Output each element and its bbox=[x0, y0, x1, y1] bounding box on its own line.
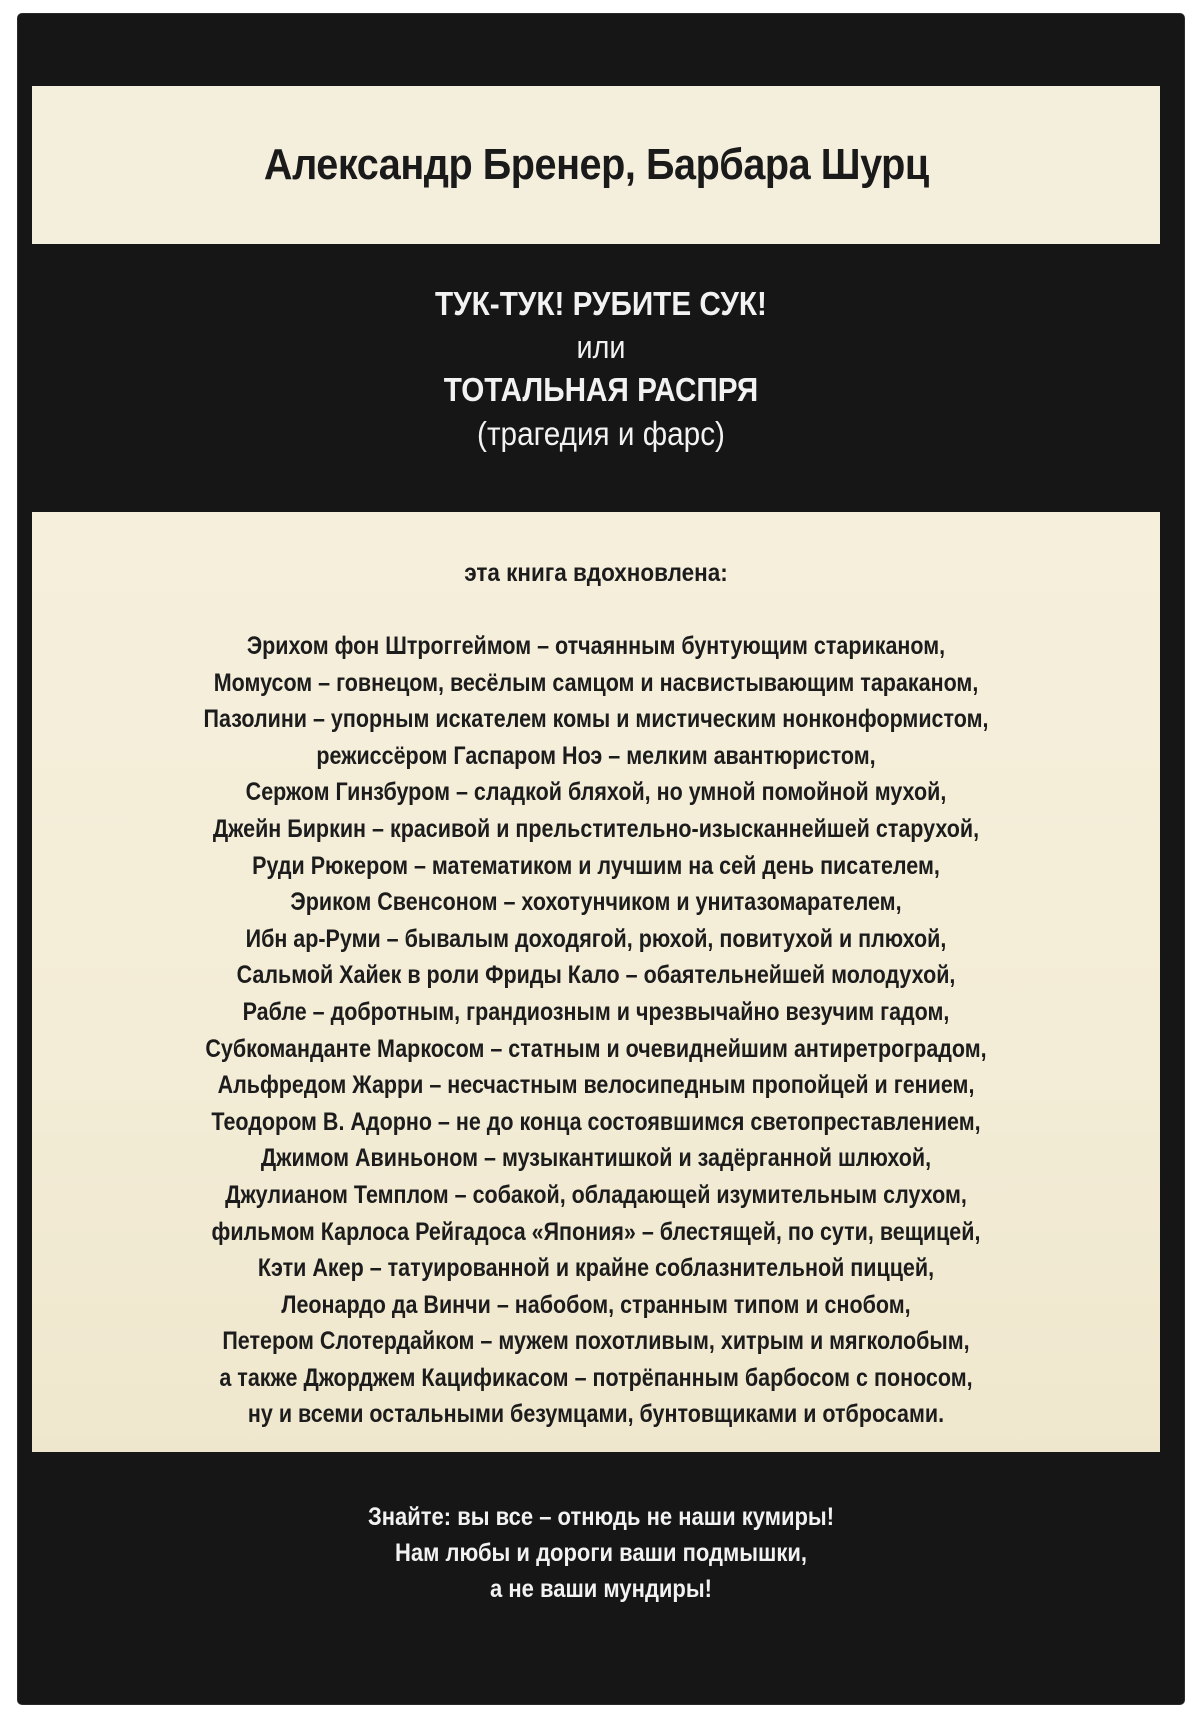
dedication-heading: эта книга вдохновлена: bbox=[464, 559, 728, 587]
dedication bbox=[32, 558, 1160, 1433]
dedication-list bbox=[32, 628, 1160, 1433]
dedication-line: Джейн Биркин – красивой и прельстительно-изысканнейшей старухой, bbox=[212, 814, 980, 843]
dedication-line: Момусом – говнецом, весёлым самцом и насвистывающим тараканом, bbox=[213, 668, 979, 697]
dedication-line: Джулианом Темплом – собакой, обладающей изумительным слухом, bbox=[225, 1180, 967, 1209]
dedication-line: Альфредом Жарри – несчастным велосипедным пропойцей и гением, bbox=[217, 1071, 975, 1100]
dedication-line: Ибн ар-Руми – бывалым доходягой, рюхой, повитухой и плюхой, bbox=[245, 924, 947, 953]
closing-line-2: Нам любы и дороги ваши подмышки, bbox=[394, 1539, 808, 1567]
book-back-cover bbox=[18, 14, 1184, 1704]
dedication-line: Леонардо да Винчи – набобом, странным типом и снобом, bbox=[281, 1290, 911, 1319]
authors-band bbox=[32, 86, 1160, 244]
dedication-line: Эриком Свенсоном – хохотунчиком и унитазомарателем, bbox=[290, 888, 902, 917]
dedication-line: ну и всеми остальными безумцами, бунтовщиками и отбросами. bbox=[247, 1400, 945, 1429]
authors: Александр Бренер, Барбара Шурц bbox=[263, 140, 929, 189]
title-or: или bbox=[576, 329, 626, 365]
title-block bbox=[18, 282, 1184, 456]
title-line-2: ТОТАЛЬНАЯ РАСПРЯ bbox=[443, 371, 759, 408]
dedication-line: Эрихом фон Штроггеймом – отчаянным бунтующим стариканом, bbox=[246, 632, 946, 660]
dedication-line: Пазолини – упорным искателем комы и мистическим нонконформистом, bbox=[203, 705, 989, 734]
dedication-line: Рабле – добротным, грандиозным и чрезвычайно везучим гадом, bbox=[242, 997, 950, 1026]
dedication-line: Сальмой Хайек в роли Фриды Кало – обаятельнейшей молодухой, bbox=[236, 961, 956, 990]
closing-line-1: Знайте: вы все – отнюдь не наши кумиры! bbox=[367, 1503, 835, 1531]
dedication-line: Руди Рюкером – математиком и лучшим на сей день писателем, bbox=[252, 851, 940, 880]
dedication-line: Кэти Акер – татуированной и крайне соблазнительной пиццей, bbox=[257, 1254, 935, 1283]
dedication-line: Петером Слотердайком – мужем похотливым, хитрым и мягколобым, bbox=[222, 1327, 970, 1356]
dedication-line: фильмом Карлоса Рейгадоса «Япония» – блестящей, по сути, вещицей, bbox=[211, 1217, 981, 1246]
closing-verse bbox=[18, 1499, 1184, 1607]
title-line-1: ТУК-ТУК! РУБИТЕ СУК! bbox=[435, 285, 767, 322]
dedication-line: Джимом Авиньоном – музыкантишкой и задёрганной шлюхой, bbox=[260, 1144, 932, 1173]
dedication-line: Сержом Гинзбуром – сладкой бляхой, но умной помойной мухой, bbox=[245, 778, 947, 807]
dedication-line: а также Джорджем Кацификасом – потрёпанным барбосом с поносом, bbox=[219, 1363, 973, 1392]
dedication-line: Субкоманданте Маркосом – статным и очевиднейшим антиретроградом, bbox=[205, 1034, 987, 1063]
dedication-line: Теодором В. Адорно – не до конца состоявшимся светопреставлением, bbox=[211, 1107, 981, 1136]
title-genre: (трагедия и фарс) bbox=[477, 415, 725, 452]
dedication-line: режиссёром Гаспаром Ноэ – мелким авантюристом, bbox=[316, 741, 876, 770]
closing-line-3: а не ваши мундиры! bbox=[490, 1575, 712, 1603]
dedication-band bbox=[32, 512, 1160, 1452]
